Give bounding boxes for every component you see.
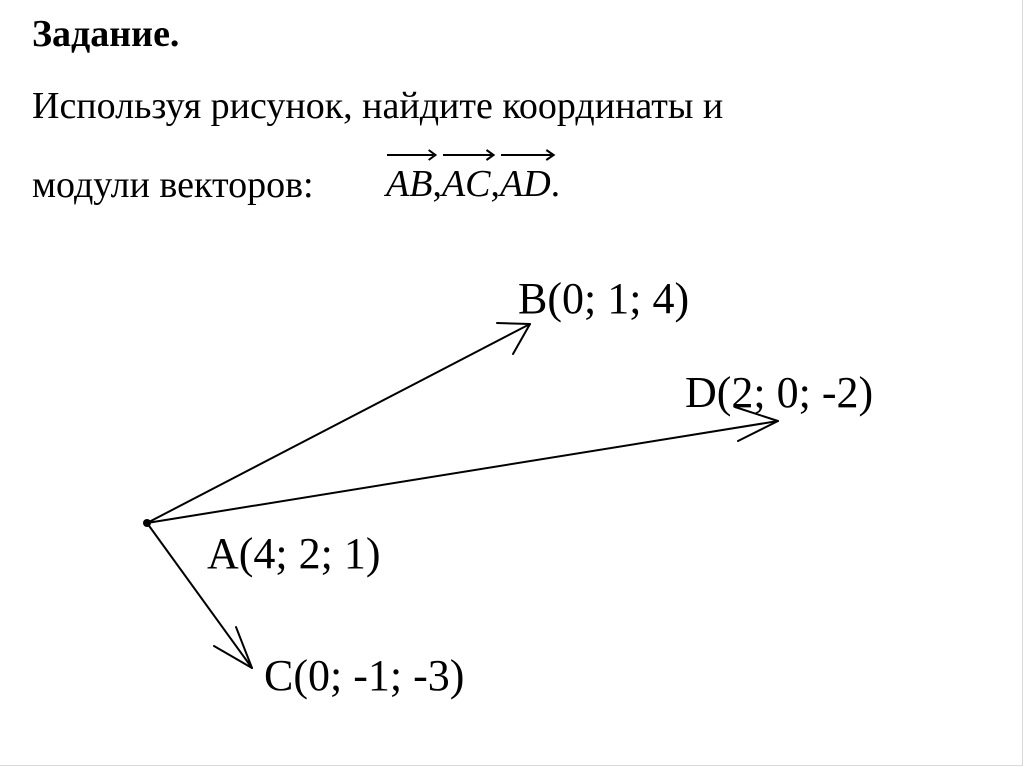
task-heading: Задание. — [32, 13, 180, 55]
label-point-c: C(0; -1; -3) — [264, 651, 465, 700]
task-vectors-prompt: модули векторов: — [32, 164, 314, 206]
vector-separator: , — [490, 163, 500, 205]
label-point-a: A(4; 2; 1) — [207, 529, 381, 578]
label-point-d: D(2; 0; -2) — [685, 368, 874, 417]
arrow-ab — [147, 324, 530, 523]
vector-ac-label: AC — [441, 163, 491, 205]
arrow-ad — [147, 421, 778, 523]
vector-end-period: . — [550, 163, 561, 205]
label-point-b: B(0; 1; 4) — [518, 274, 690, 323]
vector-ab-label: AB — [386, 163, 433, 205]
task-instruction-line: Используя рисунок, найдите координаты и — [32, 85, 724, 127]
vector-ad-label: AD — [500, 163, 551, 205]
vector-separator: , — [432, 163, 442, 205]
point-a-dot — [143, 519, 151, 527]
arrowhead-ac-icon — [214, 627, 252, 668]
